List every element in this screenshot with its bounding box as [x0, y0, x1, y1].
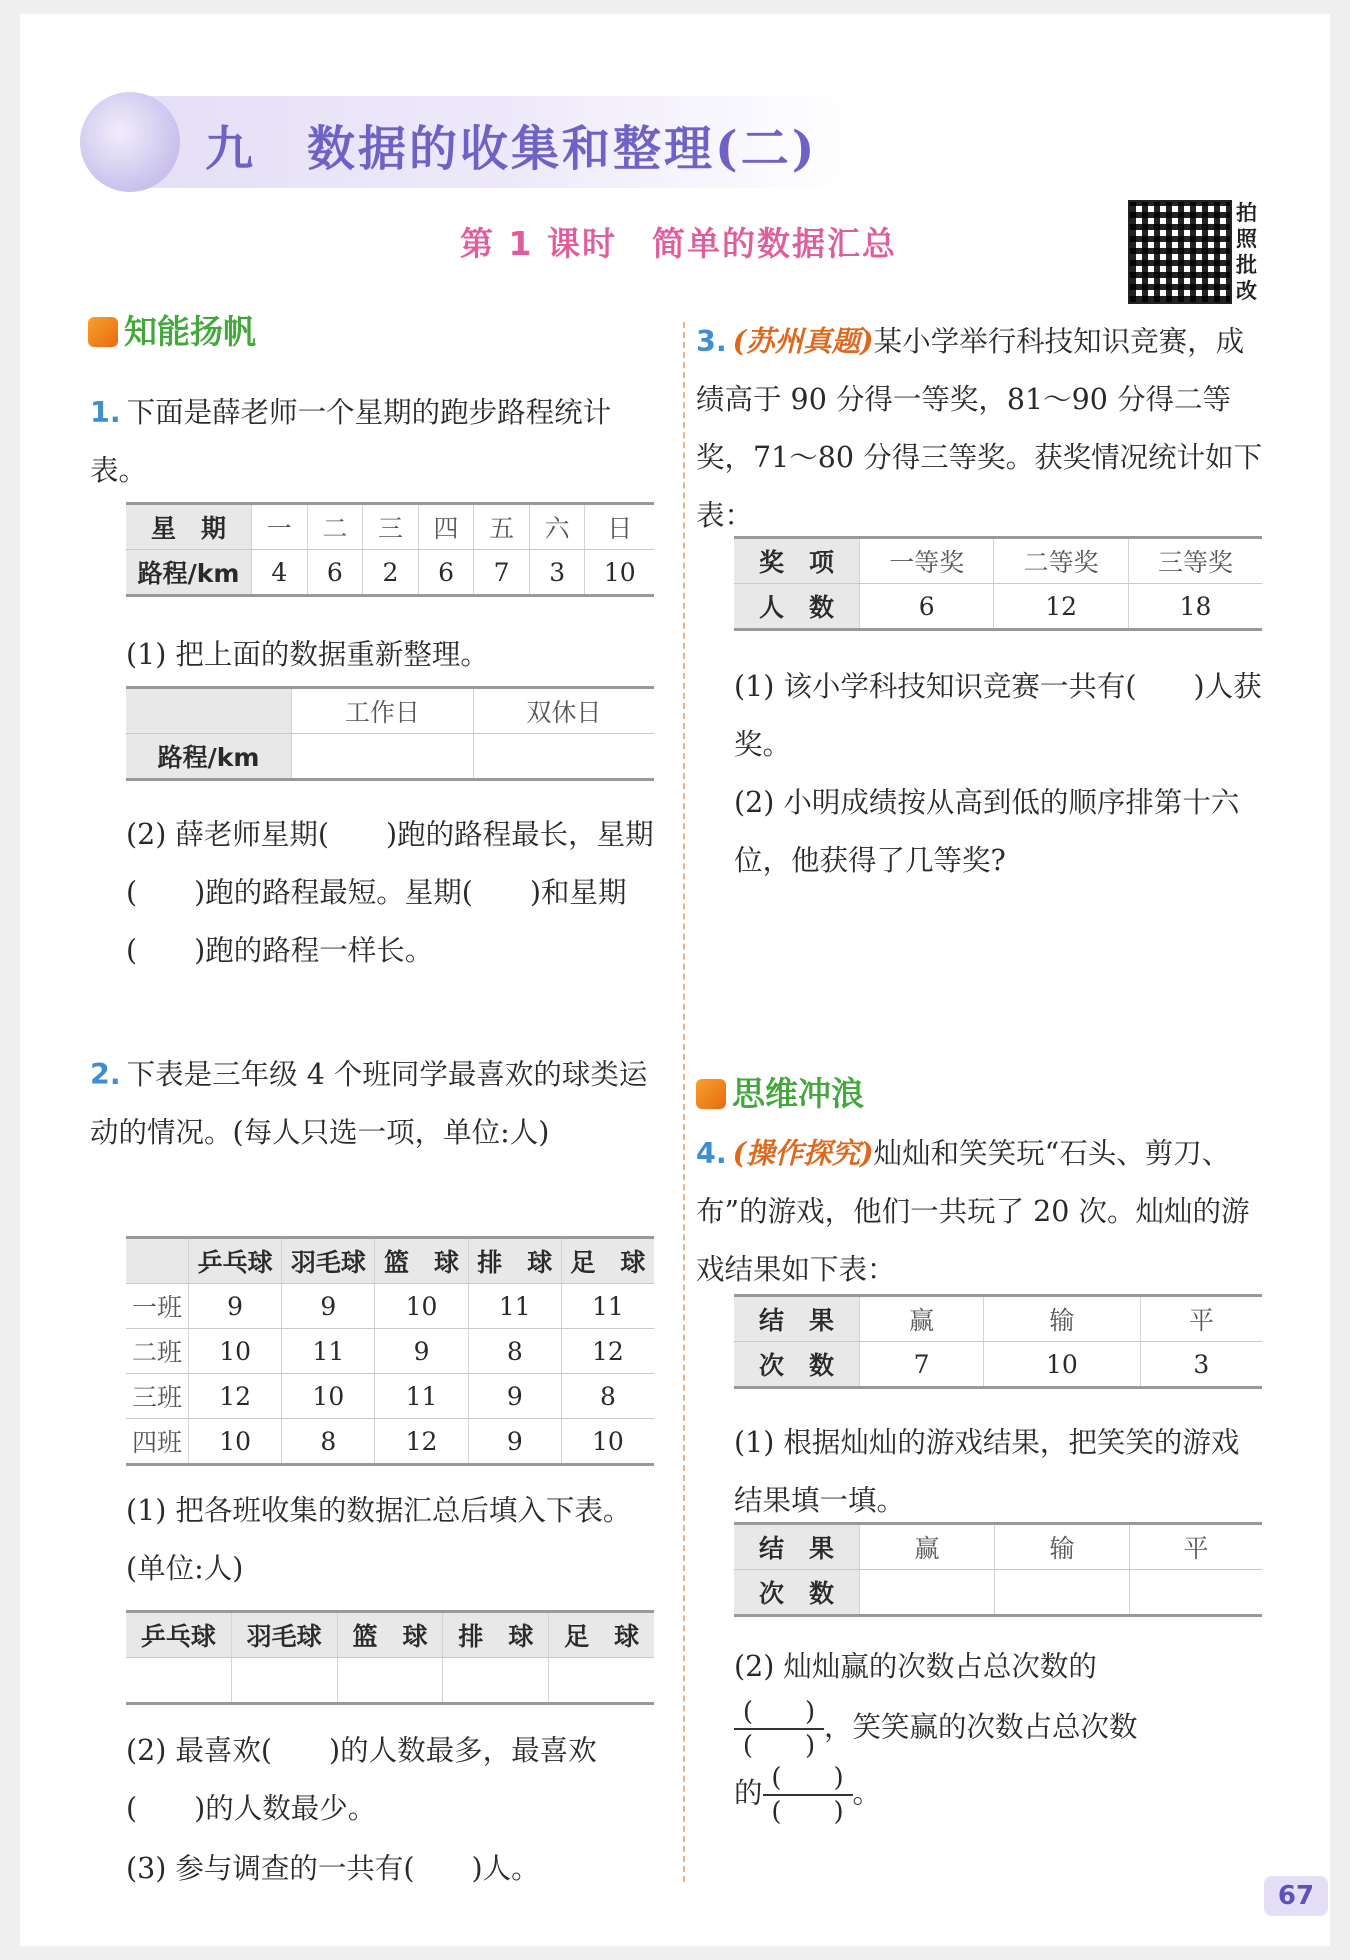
fraction-blank[interactable]: $\frac{( )}{( )}$ — [734, 1696, 824, 1762]
q4-part2: (2) 灿灿赢的次数占总次数的 $\frac{( )}{( )}$ ，笑笑赢的次数占总次数 的 $\frac{( )}{( )}$ 。 — [734, 1650, 1138, 1827]
blank-cell[interactable] — [860, 1570, 995, 1616]
q3-part1: (1) 该小学科技知识竞赛一共有( )人获奖。 — [734, 670, 1262, 761]
blank-cell[interactable] — [292, 734, 474, 780]
column-divider — [683, 322, 685, 1882]
blank-cell[interactable] — [443, 1658, 549, 1704]
qr-label: 拍照批改 — [1236, 201, 1257, 303]
q2-part1: (1) 把各班收集的数据汇总后填入下表。(单位:人) — [126, 1494, 632, 1585]
section-heading-right: 思维冲浪 — [696, 1068, 864, 1115]
q1-part2: (2) 薛老师星期( )跑的路程最长，星期( )跑的路程最短。星期( )和星期( )跑的路程一样长。 — [126, 818, 654, 967]
blank-cell[interactable] — [549, 1658, 654, 1704]
q4-text: 4. (操作探究)灿灿和笑笑玩“石头、剪刀、布”的游戏，他们一共玩了 20 次。灿灿的游戏结果如下表： — [696, 1136, 1250, 1286]
q2-answer-table: 乒乓球 羽毛球 篮 球 排 球 足 球 — [126, 1610, 654, 1705]
q2-part2: (2) 最喜欢( )的人数最多，最喜欢( )的人数最少。 — [126, 1734, 597, 1825]
q3-part2: (2) 小明成绩按从高到低的顺序排第十六位，他获得了几等奖? — [734, 786, 1240, 877]
q4-table: 结 果 赢 输 平 次 数 7 10 3 — [734, 1294, 1262, 1389]
sail-icon — [88, 317, 118, 347]
q3-text: 3. (苏州真题)某小学举行科技知识竞赛，成绩高于 90 分得一等奖，81～90 分得二等奖，71～80 分得三等奖。获奖情况统计如下表： — [696, 324, 1263, 532]
blank-cell[interactable] — [337, 1658, 443, 1704]
qr-code-icon[interactable] — [1128, 200, 1232, 304]
q2-text: 2. 下表是三年级 4 个班同学最喜欢的球类运动的情况。(每人只选一项，单位:人) — [90, 1058, 648, 1149]
q2-table: 乒乓球 羽毛球 篮 球 排 球 足 球 一班 9 9 10 11 11 二班 10 11 9 8 12 三班 12 10 11 9 8 四班 10 8 12 9 10 — [126, 1236, 654, 1466]
q1-answer-table: 工作日 双休日 路程/km — [126, 686, 654, 781]
wave-icon — [696, 1079, 726, 1109]
q3-table: 奖 项 一等奖 二等奖 三等奖 人 数 6 12 18 — [734, 536, 1262, 631]
q4-part1: (1) 根据灿灿的游戏结果，把笑笑的游戏结果填一填。 — [734, 1426, 1240, 1517]
blank-cell[interactable] — [473, 734, 654, 780]
fraction-blank[interactable]: $\frac{( )}{( )}$ — [763, 1762, 853, 1828]
unit-title: 九 数据的收集和整理(二) — [205, 121, 818, 177]
page — [20, 14, 1330, 1946]
lesson-title: 第 1 课时 简单的数据汇总 — [460, 224, 897, 263]
blank-cell[interactable] — [231, 1658, 337, 1704]
blank-cell[interactable] — [126, 1658, 231, 1704]
q4-answer-table: 结 果 赢 输 平 次 数 — [734, 1522, 1262, 1617]
blank-cell[interactable] — [995, 1570, 1130, 1616]
q1-table: 星 期 一 二 三 四 五 六 日 路程/km 4 6 2 6 7 3 10 — [126, 502, 654, 597]
q1-text: 1. 下面是薛老师一个星期的跑步路程统计表。 — [90, 396, 612, 487]
q2-part3: (3) 参与调查的一共有( )人。 — [126, 1852, 540, 1885]
q1-part1: (1) 把上面的数据重新整理。 — [126, 638, 489, 671]
moon-icon — [80, 92, 180, 192]
section-heading-left: 知能扬帆 — [88, 306, 256, 353]
blank-cell[interactable] — [1130, 1570, 1262, 1616]
page-number: 67 — [1264, 1876, 1328, 1916]
